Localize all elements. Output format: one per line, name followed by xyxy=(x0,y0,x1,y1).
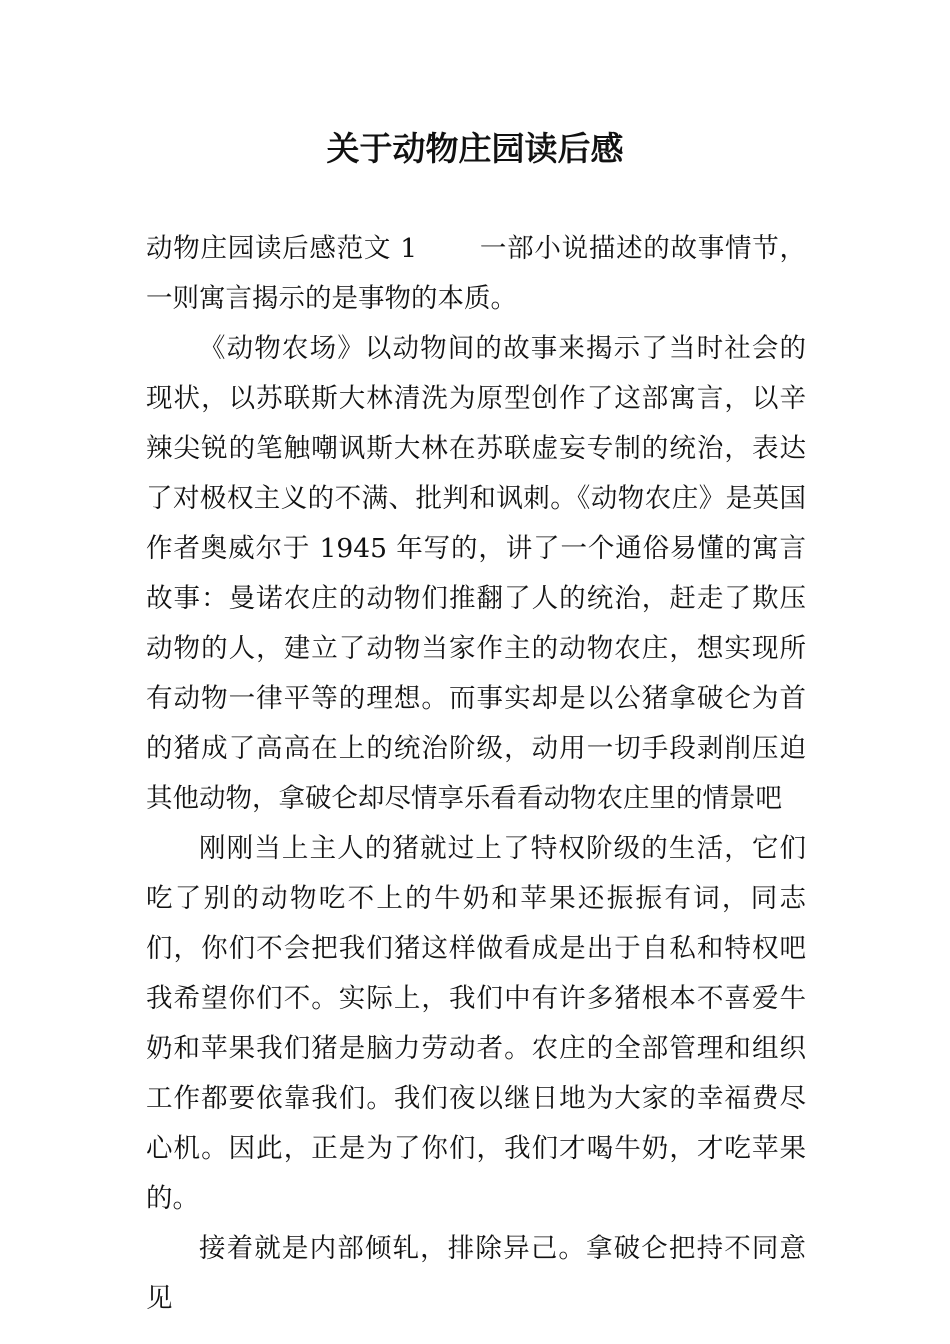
document-title: 关于动物庄园读后感 xyxy=(326,129,624,168)
body-paragraph: 刚刚当上主人的猪就过上了特权阶级的生活，它们吃了别的动物吃不上的牛奶和苹果还振振有词，同志们，你们不会把我们猪这样做看成是出于自私和特权吧 我希望你们不。实际上，我们中有许多猪根本不喜爱牛奶和苹果我们猪是脑力劳动者。农庄的全部管理和组织工作都要依靠我们。我们夜以继日地为大家的幸福费尽心机。因此，正是为了你们，我们才喝牛奶，才吃苹果的。 xyxy=(146,833,806,1214)
intro-text: 一部小说描述的故事情节，一则寓言揭示的是事物的本质。 xyxy=(146,233,806,314)
document-body xyxy=(146,224,806,1324)
intro-paragraph xyxy=(146,224,806,324)
intro-label: 动物庄园读后感范文 1 xyxy=(146,233,418,264)
body-paragraph: 《动物农场》以动物间的故事来揭示了当时社会的现状，以苏联斯大林清洗为原型创作了这部寓言，以辛辣尖锐的笔触嘲讽斯大林在苏联虚妄专制的统治，表达了对极权主义的不满、批判和讽刺。《动物农庄》是英国作者奥威尔于 1945 年写的，讲了一个通俗易懂的寓言故事：曼诺农庄的动物们推翻了人的统治，赶走了欺压动物的人，建立了动物当家作主的动物农庄，想实现所有动物一律平等的理想。而事实却是以公猪拿破仑为首的猪成了高高在上的统治阶级，动用一切手段剥削压迫其他动物，拿破仑却尽情享乐看看动物农庄里的情景吧 xyxy=(146,333,806,814)
body-paragraph: 接着就是内部倾轧，排除异己。拿破仑把持不同意见 xyxy=(146,1233,806,1314)
